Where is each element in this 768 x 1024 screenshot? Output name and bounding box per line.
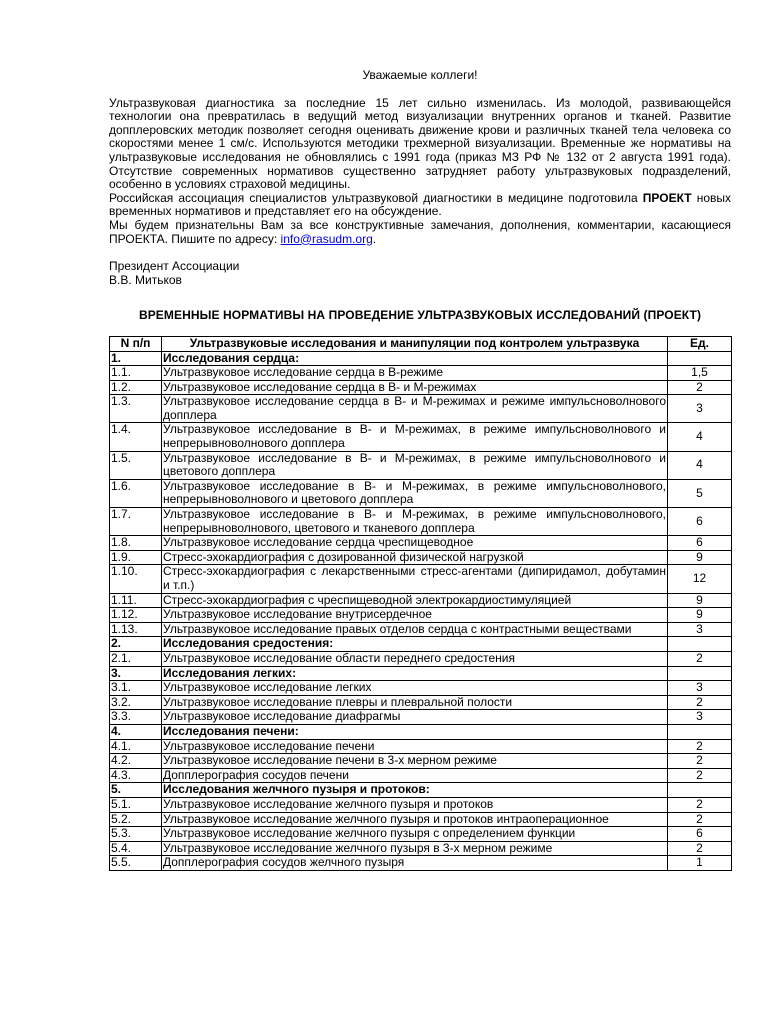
row-number: 5.4.: [110, 841, 162, 856]
row-units: 3: [668, 395, 732, 423]
row-number: 1.11.: [110, 593, 162, 608]
row-units: 6: [668, 508, 732, 536]
table-row: [110, 451, 732, 479]
row-description: Ультразвуковое исследование внутрисердечное: [162, 608, 668, 623]
row-number: 3.1.: [110, 681, 162, 696]
row-description: Ультразвуковое исследование в В- и М-режимах, в режиме импульсноволнового и цветового допплера: [163, 450, 666, 479]
table-title: ВРЕМЕННЫЕ НОРМАТИВЫ НА ПРОВЕДЕНИЕ УЛЬТРАЗВУКОВЫХ ИССЛЕДОВАНИЙ (ПРОЕКТ): [138, 308, 702, 323]
document-page: [109, 69, 731, 871]
row-number: 1.1.: [110, 366, 162, 381]
row-number: 2.: [110, 637, 162, 652]
row-description: Ультразвуковое исследование области переднего средостения: [162, 651, 668, 666]
row-description: Ультразвуковое исследование в В- и М-режимах, в режиме импульсноволнового, непрерывноволнового, цветового и тканевого допплера: [163, 507, 666, 535]
section-row: [110, 351, 732, 366]
row-number: 1.7.: [110, 508, 162, 536]
section-title: Исследования легких:: [162, 666, 668, 681]
row-units: [668, 351, 732, 366]
section-title: Исследования сердца:: [162, 351, 668, 366]
section-row: [110, 637, 732, 652]
row-units: 2: [668, 695, 732, 710]
table-row: [110, 797, 732, 812]
row-number: 1.6.: [110, 479, 162, 507]
row-units: 2: [668, 841, 732, 856]
row-units: 2: [668, 651, 732, 666]
row-number: 1.10.: [110, 565, 162, 593]
row-units: 3: [668, 622, 732, 637]
email-link[interactable]: info@rasudm.org: [280, 231, 373, 246]
row-units: 6: [668, 827, 732, 842]
row-units: 2: [668, 797, 732, 812]
row-number: 1.: [110, 351, 162, 366]
table-row: [110, 622, 732, 637]
table-row: [110, 565, 732, 593]
row-description: Ультразвуковое исследование сердца в В-режиме: [162, 366, 668, 381]
row-description: Ультразвуковое исследование плевры и плевральной полости: [162, 695, 668, 710]
association-text: Российская ассоциация специалистов ультразвуковой диагностики в медицине подготовила: [109, 190, 643, 205]
row-description: Ультразвуковое исследование печени в 3-х мерном режиме: [162, 754, 668, 769]
row-units: 2: [668, 812, 732, 827]
row-number: 1.3.: [110, 395, 162, 423]
row-number: 5.: [110, 783, 162, 798]
row-number: 3.: [110, 666, 162, 681]
table-header-row: [110, 336, 732, 351]
signature-name: В.В. Митьков: [109, 272, 182, 287]
table-row: [110, 536, 732, 551]
row-description: Ультразвуковое исследование правых отделов сердца с контрастными веществами: [162, 622, 668, 637]
row-units: 9: [668, 593, 732, 608]
row-description: Ультразвуковое исследование желчного пузыря с определением функции: [162, 827, 668, 842]
row-units: 2: [668, 380, 732, 395]
row-number: 5.1.: [110, 797, 162, 812]
row-number: 5.5.: [110, 856, 162, 871]
row-number: 1.2.: [110, 380, 162, 395]
row-description: Ультразвуковое исследование печени: [162, 739, 668, 754]
row-description: Ультразвуковое исследование легких: [162, 681, 668, 696]
row-number: 1.4.: [110, 423, 162, 451]
feedback-paragraph: [109, 219, 731, 246]
row-number: 2.1.: [110, 651, 162, 666]
section-title: Исследования печени:: [162, 724, 668, 739]
table-row: [110, 593, 732, 608]
table-row: [110, 856, 732, 871]
row-units: 4: [668, 423, 732, 451]
section-title: Исследования желчного пузыря и протоков:: [162, 783, 668, 798]
table-row: [110, 608, 732, 623]
row-number: 3.2.: [110, 695, 162, 710]
table-row: [110, 395, 732, 423]
row-number: 1.13.: [110, 622, 162, 637]
header-units: Ед.: [668, 336, 732, 351]
row-units: 3: [668, 710, 732, 725]
row-description: Допплерография сосудов печени: [162, 768, 668, 783]
row-units: [668, 666, 732, 681]
section-row: [110, 666, 732, 681]
row-description: Ультразвуковое исследование сердца чреспищеводное: [162, 536, 668, 551]
row-number: 5.2.: [110, 812, 162, 827]
row-number: 1.9.: [110, 550, 162, 565]
row-units: 9: [668, 550, 732, 565]
row-units: 2: [668, 768, 732, 783]
table-row: [110, 827, 732, 842]
header-description: Ультразвуковые исследования и манипуляции под контролем ультразвука: [162, 336, 668, 351]
row-units: 1,5: [668, 366, 732, 381]
row-units: 4: [668, 451, 732, 479]
table-row: [110, 768, 732, 783]
row-description: Ультразвуковое исследование в В- и М-режимах, в режиме импульсноволнового и непрерывноволнового допплера: [163, 422, 666, 451]
row-description: Ультразвуковое исследование сердца в В- и М-режимах: [162, 380, 668, 395]
table-row: [110, 739, 732, 754]
project-word: ПРОЕКТ: [642, 190, 692, 205]
table-row: [110, 508, 732, 536]
association-text-end: новых временных нормативов и представляет его на обсуждение.: [109, 190, 732, 219]
table-row: [110, 695, 732, 710]
table-row: [110, 710, 732, 725]
row-units: 2: [668, 739, 732, 754]
row-units: 1: [668, 856, 732, 871]
table-row: [110, 651, 732, 666]
row-description: Ультразвуковое исследование желчного пузыря и протоков интраоперационное: [162, 812, 668, 827]
row-description: Стресс-эхокардиография с чреспищеводной электрокардиостимуляцией: [162, 593, 668, 608]
table-row: [110, 841, 732, 856]
greeting: Уважаемые коллеги!: [362, 68, 478, 82]
table-row: [110, 812, 732, 827]
row-units: [668, 637, 732, 652]
table-row: [110, 366, 732, 381]
row-number: 4.1.: [110, 739, 162, 754]
row-description: Стресс-эхокардиография с лекарственными стресс-агентами (дипиридамол, добутамин и т.п.): [163, 564, 666, 592]
row-description: Ультразвуковое исследование желчного пузыря и протоков: [162, 797, 668, 812]
table-row: [110, 754, 732, 769]
row-units: [668, 783, 732, 798]
row-units: 12: [668, 565, 732, 593]
row-number: 1.12.: [110, 608, 162, 623]
row-number: 1.8.: [110, 536, 162, 551]
row-description: Стресс-эхокардиография с дозированной физической нагрузкой: [162, 550, 668, 565]
row-units: 5: [668, 479, 732, 507]
section-row: [110, 783, 732, 798]
section-row: [110, 724, 732, 739]
intro-paragraph: Ультразвуковая диагностика за последние 15 лет сильно изменилась. Из молодой, развивающейся технологии она превратилась в ведущий метод визуализации внутренних органов и тканей. Развитие допплеровских методик позволяет сегодня оценивать движение крови и различных тканей тела человека со скоростями менее 1 см/с. Используются методики трехмерной визуализации. Временные же нормативы на ультразвуковые исследования не обновлялись с 1991 года (приказ МЗ РФ № 132 от 2 августа 1991 года). Отсутствие современных нормативов существенно затрудняет работу ультразвуковых подразделений, особенно в условиях страховой медицины.: [109, 95, 731, 192]
row-number: 3.3.: [110, 710, 162, 725]
row-description: Ультразвуковое исследование диафрагмы: [162, 710, 668, 725]
row-units: 3: [668, 681, 732, 696]
row-number: 4.3.: [110, 768, 162, 783]
row-units: 2: [668, 754, 732, 769]
section-title: Исследования средостения:: [162, 637, 668, 652]
row-units: 9: [668, 608, 732, 623]
row-units: [668, 724, 732, 739]
row-description: Ультразвуковое исследование желчного пузыря в 3-х мерном режиме: [162, 841, 668, 856]
row-number: 1.5.: [110, 451, 162, 479]
table-row: [110, 423, 732, 451]
row-units: 6: [668, 536, 732, 551]
feedback-text: Мы будем признательны Вам за все конструктивные замечания, дополнения, комментарии, касающиеся ПРОЕКТА. Пишите по адресу:: [109, 217, 731, 246]
row-description: Ультразвуковое исследование сердца в В- и М-режимах и режиме импульсноволнового допплера: [163, 394, 666, 422]
norms-table: [109, 336, 732, 871]
feedback-text-end: .: [372, 231, 377, 246]
row-number: 4.2.: [110, 754, 162, 769]
row-number: 4.: [110, 724, 162, 739]
table-row: [110, 479, 732, 507]
row-description: Ультразвуковое исследование в В- и М-режимах, в режиме импульсноволнового, непрерывноволнового и цветового допплера: [163, 478, 666, 507]
row-description: Допплерография сосудов желчного пузыря: [162, 856, 668, 871]
signature-title: Президент Ассоциации: [109, 259, 240, 274]
association-paragraph: [109, 192, 731, 219]
table-row: [110, 380, 732, 395]
table-row: [110, 550, 732, 565]
row-number: 5.3.: [110, 827, 162, 842]
table-body: [110, 351, 732, 870]
header-number: N п/п: [110, 336, 162, 351]
table-row: [110, 681, 732, 696]
